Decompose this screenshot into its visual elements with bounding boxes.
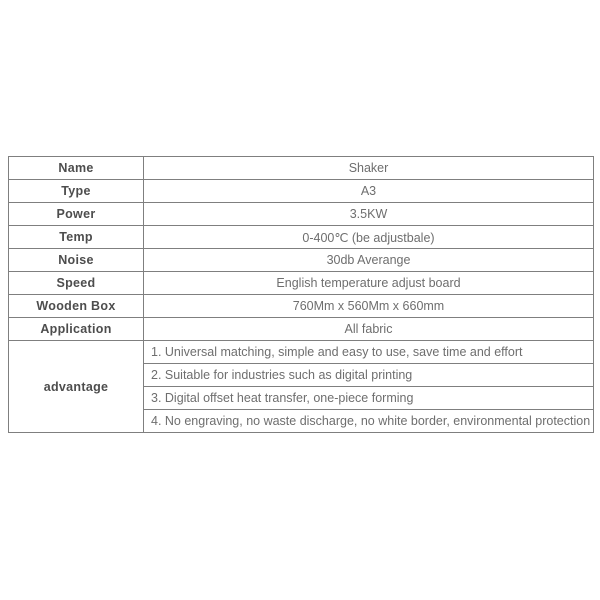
spec-value-name: Shaker	[144, 157, 594, 180]
table-row	[9, 318, 594, 341]
spec-label-type: Type	[9, 180, 144, 203]
table-row	[9, 295, 594, 318]
spec-value-power: 3.5KW	[144, 203, 594, 226]
advantage-item-2: 2. Suitable for industries such as digital printing	[144, 364, 594, 387]
advantage-label-cell: advantage	[9, 341, 144, 433]
table-row	[9, 341, 594, 364]
table-row	[9, 203, 594, 226]
advantage-item-3: 3. Digital offset heat transfer, one-piece forming	[144, 387, 594, 410]
spec-label-wooden-box: Wooden Box	[9, 295, 144, 318]
spec-label-speed: Speed	[9, 272, 144, 295]
spec-value-application: All fabric	[144, 318, 594, 341]
table-row	[9, 180, 594, 203]
spec-label-noise: Noise	[9, 249, 144, 272]
spec-value-noise: 30db Averange	[144, 249, 594, 272]
spec-value-type: A3	[144, 180, 594, 203]
spec-table	[8, 156, 594, 433]
table-row	[9, 249, 594, 272]
table-row	[9, 226, 594, 249]
spec-value-wooden-box: 760Mm x 560Mm x 660mm	[144, 295, 594, 318]
table-row	[9, 157, 594, 180]
advantage-item-4: 4. No engraving, no waste discharge, no white border, environmental protection	[144, 410, 594, 433]
spec-label-temp: Temp	[9, 226, 144, 249]
table-row	[9, 272, 594, 295]
spec-value-speed: English temperature adjust board	[144, 272, 594, 295]
spec-label-power: Power	[9, 203, 144, 226]
spec-value-temp: 0-400℃ (be adjustbale)	[144, 226, 594, 249]
spec-label-name: Name	[9, 157, 144, 180]
spec-label-application: Application	[9, 318, 144, 341]
advantage-item-1: 1. Universal matching, simple and easy to use, save time and effort	[144, 341, 594, 364]
